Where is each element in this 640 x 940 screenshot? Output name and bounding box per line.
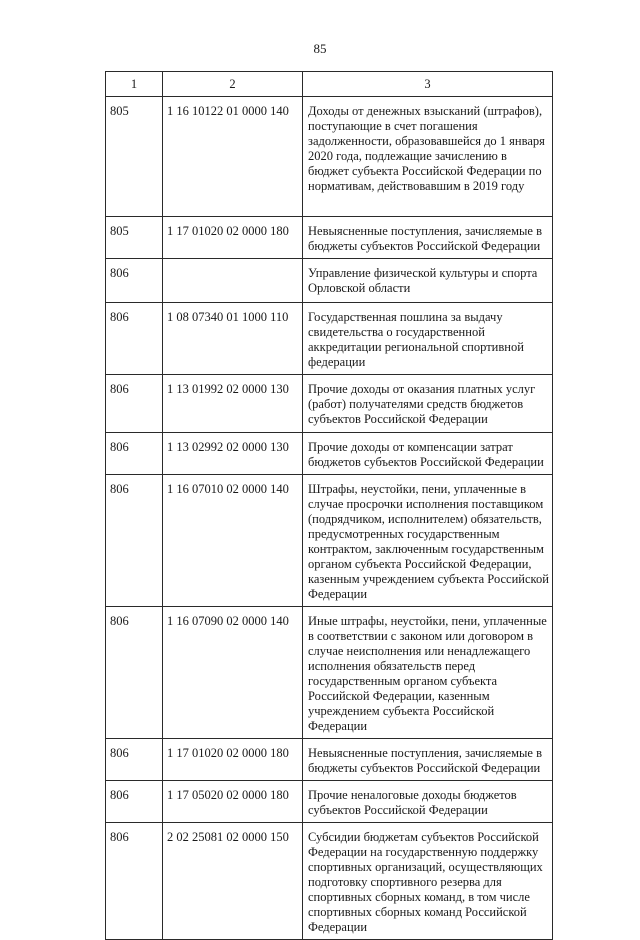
table-row — [106, 433, 553, 475]
admin-code-cell: 806 — [106, 475, 163, 607]
revenue-name-cell — [303, 433, 553, 475]
revenue-name-cell — [303, 475, 553, 607]
revenue-name-text: Прочие доходы от компенсации затрат бюджетов субъектов Российской Федерации — [308, 440, 544, 469]
table-row — [106, 97, 553, 217]
revenue-name-cell — [303, 259, 553, 303]
admin-code-cell: 805 — [106, 217, 163, 259]
page-number: 85 — [313, 41, 327, 56]
table-row — [106, 739, 553, 781]
admin-code-cell: 806 — [106, 259, 163, 303]
budget-code-cell: 1 16 07010 02 0000 140 — [163, 475, 303, 607]
budget-code-cell: 1 13 02992 02 0000 130 — [163, 433, 303, 475]
admin-code-cell: 806 — [106, 823, 163, 940]
admin-code-cell: 805 — [106, 97, 163, 217]
revenue-name-text: Иные штрафы, неустойки, пени, уплаченные в соответствии с законом или договором в случае неисполнения или ненадлежащего исполнения обязательств перед государственным органом субъекта Российской Федерации, казенным учреждением субъекта Российской Федерации — [308, 614, 547, 733]
table-body — [106, 97, 553, 940]
budget-code-cell: 1 13 01992 02 0000 130 — [163, 375, 303, 433]
table-row — [106, 781, 553, 823]
column-header-3: 3 — [303, 72, 553, 97]
table-row — [106, 303, 553, 375]
column-header-2: 2 — [163, 72, 303, 97]
revenue-name-text: Прочие неналоговые доходы бюджетов субъектов Российской Федерации — [308, 788, 517, 817]
revenue-name-cell — [303, 303, 553, 375]
revenue-name-text: Штрафы, неустойки, пени, уплаченные в случае просрочки исполнения поставщиком (подрядчиком, исполнителем) обязательств, предусмотренных государственным контрактом, заключенным государственным органом субъекта Российской Федерации, казенным учреждением субъекта Российской Федерации — [308, 482, 549, 601]
admin-code-cell: 806 — [106, 781, 163, 823]
table-row — [106, 217, 553, 259]
admin-code-cell: 806 — [106, 375, 163, 433]
budget-code-cell: 1 17 05020 02 0000 180 — [163, 781, 303, 823]
revenue-name-text: Доходы от денежных взысканий (штрафов), поступающие в счет погашения задолженности, образовавшейся до 1 января 2020 года, подлежащие зачислению в бюджет субъекта Российской Федерации по нормативам, действовавшим в 2019 году — [308, 104, 545, 193]
table-row — [106, 375, 553, 433]
revenue-name-cell — [303, 375, 553, 433]
budget-code-cell: 1 16 10122 01 0000 140 — [163, 97, 303, 217]
budget-code-cell: 1 08 07340 01 1000 110 — [163, 303, 303, 375]
revenue-name-text: Прочие доходы от оказания платных услуг (работ) получателями средств бюджетов субъектов Российской Федерации — [308, 382, 536, 426]
table-row — [106, 607, 553, 739]
budget-code-cell: 2 02 25081 02 0000 150 — [163, 823, 303, 940]
revenue-name-cell — [303, 823, 553, 940]
admin-code-cell: 806 — [106, 303, 163, 375]
revenue-name-text: Государственная пошлина за выдачу свидетельства о государственной аккредитации региональной спортивной федерации — [308, 310, 524, 369]
budget-code-cell: 1 17 01020 02 0000 180 — [163, 217, 303, 259]
admin-code-cell: 806 — [106, 607, 163, 739]
table-header-row — [106, 72, 553, 97]
admin-code-cell: 806 — [106, 739, 163, 781]
table-row — [106, 259, 553, 303]
revenue-name-cell — [303, 607, 553, 739]
revenue-name-cell — [303, 217, 553, 259]
admin-code-cell: 806 — [106, 433, 163, 475]
revenue-name-text: Невыясненные поступления, зачисляемые в бюджеты субъектов Российской Федерации — [308, 224, 542, 253]
budget-code-cell — [163, 259, 303, 303]
revenue-name-text: Субсидии бюджетам субъектов Российской Федерации на государственную поддержку спортивных организаций, осуществляющих подготовку спортивного резерва для спортивных сборных команд, в том числе спортивных сборных команд Российской Федерации — [308, 830, 543, 934]
revenue-name-text: Управление физической культуры и спорта Орловской области — [308, 266, 538, 295]
column-header-1: 1 — [106, 72, 163, 97]
budget-code-cell: 1 17 01020 02 0000 180 — [163, 739, 303, 781]
table-row — [106, 823, 553, 940]
revenue-name-cell — [303, 97, 553, 217]
revenue-name-text: Невыясненные поступления, зачисляемые в бюджеты субъектов Российской Федерации — [308, 746, 542, 775]
revenue-codes-table — [105, 71, 553, 940]
table-row — [106, 475, 553, 607]
revenue-name-cell — [303, 781, 553, 823]
revenue-name-cell — [303, 739, 553, 781]
budget-code-cell: 1 16 07090 02 0000 140 — [163, 607, 303, 739]
